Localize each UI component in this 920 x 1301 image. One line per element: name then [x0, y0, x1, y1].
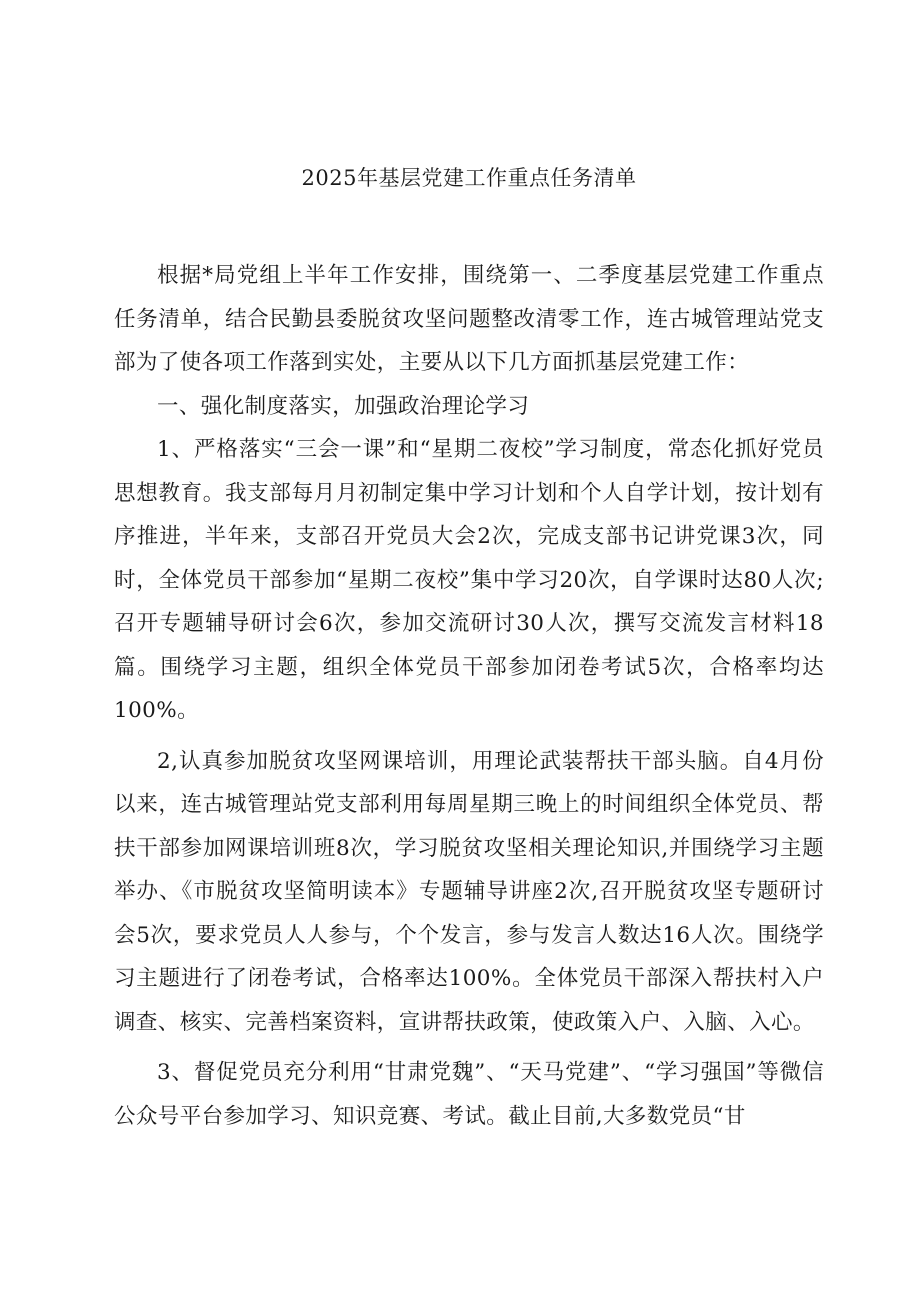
document-title: 2025年基层党建工作重点任务清单	[301, 166, 637, 190]
section-heading: 一、强化制度落实，加强政治理论学习	[157, 393, 530, 419]
item-2-paragraph: 2,认真参加脱贫攻坚网课培训，用理论武装帮扶干部头脑。自4月份以来，连古城管理站党支部利用每周星期三晚上的时间组织全体党员、帮扶干部参加网课培训班8次，学习脱贫攻坚相关理论知识,并围绕学习主题举办、《市脱贫攻坚简明读本》专题辅导讲座2次,召开脱贫攻坚专题研讨会5次，要求党员人人参与，个个发言，参与发言人数达16人次。围绕学习主题进行了闭卷考试，合格率达100%。全体党员干部深入帮扶村入户调查、核实、完善档案资料，宣讲帮扶政策，使政策入户、入脑、入心。	[114, 748, 824, 1035]
item-1-paragraph: 1、严格落实“三会一课”和“星期二夜校”学习制度，常态化抓好党员思想教育。我支部每月月初制定集中学习计划和个人自学计划，按计划有序推进，半年来，支部召开党员大会2次，完成支部书记讲党课3次，同时，全体党员干部参加“星期二夜校”集中学习20次，自学课时达80人次;召开专题辅导研讨会6次，参加交流研讨30人次，撰写交流发言材料18篇。围绕学习主题，组织全体党员干部参加闭卷考试5次，合格率均达100%。	[114, 437, 824, 723]
item-3-paragraph: 3、督促党员充分利用“甘肃党魏”、“天马党建”、“学习强国”等微信公众号平台参加学习、知识竞赛、考试。截止目前,大多数党员“甘	[114, 1060, 824, 1129]
intro-paragraph: 根据*局党组上半年工作安排，围绕第一、二季度基层党建工作重点任务清单，结合民勤县委脱贫攻坚问题整改清零工作，连古城管理站党支部为了使各项工作落到实处，主要从以下几方面抓基层党建工作：	[114, 263, 824, 375]
